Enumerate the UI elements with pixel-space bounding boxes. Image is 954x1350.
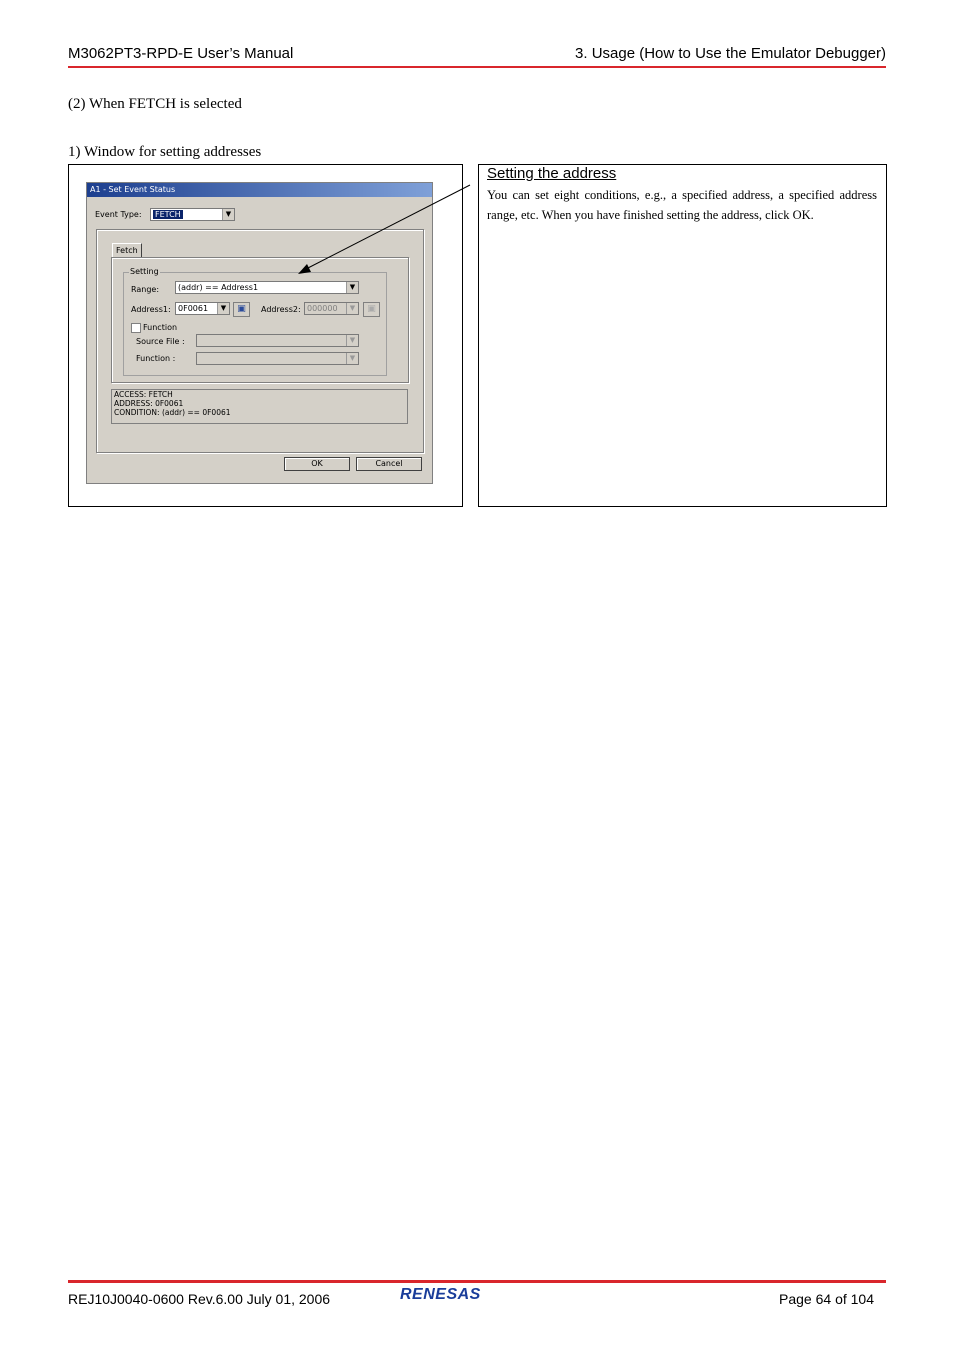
browse-icon: ▣ — [237, 304, 246, 314]
source-file-label: Source File : — [136, 337, 185, 346]
section-heading: (2) When FETCH is selected — [68, 96, 242, 112]
note-title: Setting the address — [487, 165, 617, 182]
address2-label: Address2: — [261, 305, 301, 314]
browse-icon: ▣ — [367, 304, 376, 314]
header-chapter: 3. Usage (How to Use the Emulator Debugger) — [575, 45, 886, 62]
chevron-down-icon: ▼ — [346, 353, 358, 364]
chevron-down-icon: ▼ — [346, 303, 358, 314]
summary-address: ADDRESS: 0F0061 — [114, 399, 184, 408]
footer-rule — [68, 1280, 886, 1283]
chevron-down-icon: ▼ — [346, 282, 358, 293]
footer-doc-id: REJ10J0040-0600 Rev.6.00 July 01, 2006 — [68, 1291, 331, 1307]
range-value: (addr) == Address1 — [178, 283, 259, 292]
summary-condition: CONDITION: (addr) == 0F0061 — [114, 408, 231, 417]
address1-label: Address1: — [131, 305, 171, 314]
setting-group-label: Setting — [130, 267, 159, 276]
note-body: You can set eight conditions, e.g., a specified address, a specified address range, etc. When you have finished setting the address, click OK. — [487, 188, 877, 222]
address2-value: 000000 — [307, 304, 338, 313]
cancel-button[interactable]: Cancel — [356, 457, 422, 471]
event-type-label: Event Type: — [95, 210, 142, 219]
chevron-down-icon: ▼ — [222, 209, 234, 220]
chevron-down-icon: ▼ — [217, 303, 229, 314]
ok-button[interactable]: OK — [284, 457, 350, 471]
range-label: Range: — [131, 285, 160, 294]
subheading: 1) Window for setting addresses — [68, 144, 262, 160]
footer-page: Page 64 of 104 — [779, 1291, 874, 1307]
event-type-value: FETCH — [155, 210, 181, 219]
chevron-down-icon: ▼ — [346, 335, 358, 346]
function-checkbox-label: Function — [143, 323, 178, 332]
tab-fetch[interactable]: Fetch — [112, 243, 142, 257]
function-label: Function : — [136, 354, 176, 363]
renesas-logo: RENESAS — [400, 1286, 481, 1303]
note-box — [478, 164, 887, 507]
summary-access: ACCESS: FETCH — [114, 390, 173, 399]
address1-value: 0F0061 — [178, 304, 209, 313]
header-title: M3062PT3-RPD-E User’s Manual — [68, 45, 294, 62]
dialog-title: A1 - Set Event Status — [87, 183, 432, 197]
